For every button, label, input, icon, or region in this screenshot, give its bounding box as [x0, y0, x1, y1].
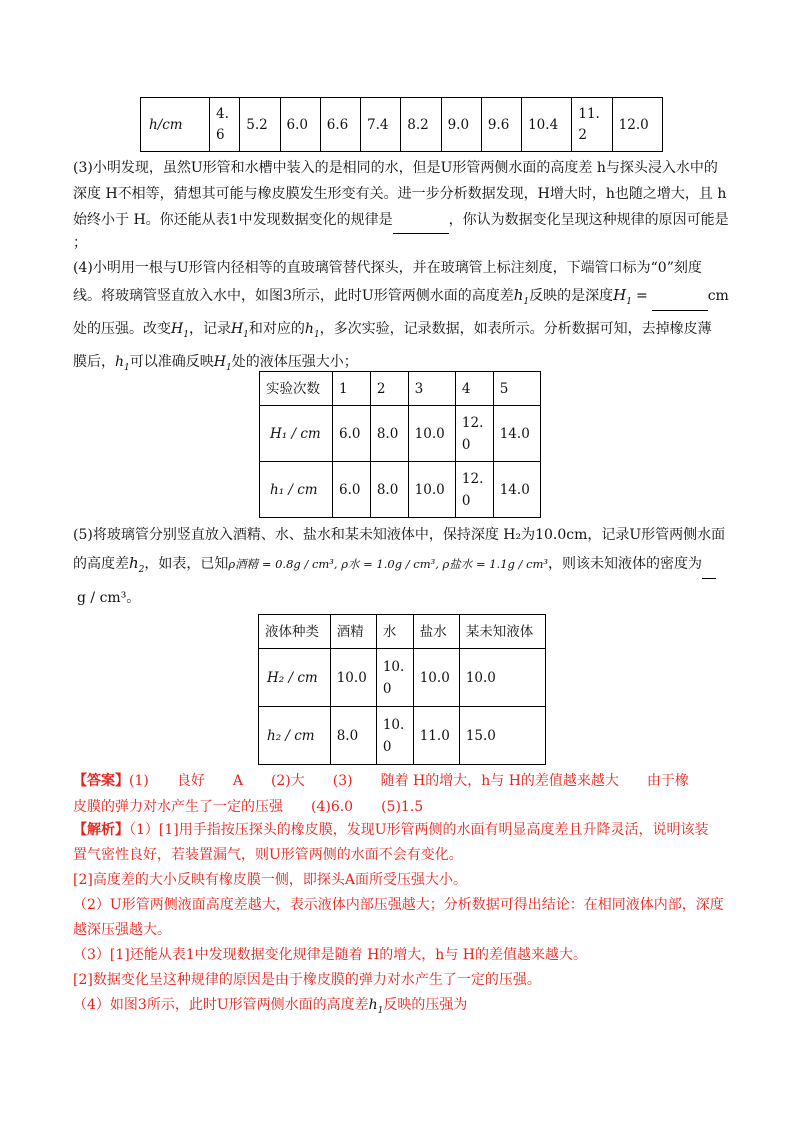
text-span: 反映的压强为	[383, 997, 468, 1013]
table-cell: 11. 2	[572, 98, 612, 152]
text-line	[73, 207, 733, 234]
text-line: 皮膜的弹力对水产生了一定的压强 (4)6.0 (5)1.5	[73, 799, 424, 815]
table-cell: 12. 0	[455, 406, 493, 462]
text-line: g / cm³。	[77, 590, 141, 606]
text-span: 始终小于 H。你还能从表1中发现数据变化的规律是	[73, 212, 393, 228]
row-label: h₁ / cm	[260, 462, 333, 518]
text-line	[73, 818, 733, 843]
text-span: ，多次实验，记录数据，如表所示。分析数据可知，去掉橡皮薄	[319, 321, 712, 337]
text-line	[73, 768, 733, 794]
text-span: (1) 良好 A (2)大 (3) 随着 H的增大，h与 H的差值越来越大 由于橡	[129, 773, 689, 789]
question-5	[73, 521, 733, 612]
table-cell: 11.0	[413, 707, 459, 765]
text-span: 反映的是深度	[529, 288, 614, 304]
table-cell: 6.0	[280, 98, 320, 152]
equals-sign: =	[635, 288, 648, 304]
table-cell: 8.0	[330, 707, 376, 765]
symbol-H1: $H_1$	[213, 353, 232, 373]
table-cell: 4. 6	[210, 98, 240, 152]
table-cell: 7.4	[361, 98, 401, 152]
table-header-cell: h/cm	[141, 98, 210, 152]
data-table-3	[258, 614, 546, 765]
table-cell: 6.0	[333, 462, 371, 518]
row-label: h₂ / cm	[259, 707, 331, 765]
row-label: H₂ / cm	[259, 649, 331, 707]
text-line: (5)将玻璃管分别竖直放入酒精、水、盐水和某未知液体中，保持深度 H₂为10.0cm，记录U形管两侧水面	[73, 527, 726, 543]
data-table-2	[259, 371, 541, 518]
text-line: （2）U形管两侧液面高度差越大，表示液体内部压强越大；分析数据可得出结论：在相同液体内部，深度	[73, 897, 724, 913]
table-header-cell: 1	[333, 372, 371, 406]
answer-blank	[393, 207, 449, 234]
table-row	[260, 462, 541, 518]
text-span: ，则该未知液体的密度为	[548, 556, 703, 572]
symbol-H1: $H_1$	[230, 321, 249, 340]
symbol-H1: $H_1$	[171, 321, 189, 340]
text-line	[73, 993, 733, 1024]
text-line: [2]高度差的大小反映有橡皮膜一侧，即探头A面所受压强大小。	[73, 872, 467, 888]
table-cell: 10.0	[459, 649, 545, 707]
table-cell: 12.0	[612, 98, 662, 152]
table-row	[259, 649, 546, 707]
table-row	[259, 615, 546, 649]
text-span: cm	[707, 288, 729, 304]
text-line	[73, 316, 733, 349]
answer-section	[73, 768, 733, 820]
symbol-H1: $H_1$	[613, 286, 632, 307]
table-cell: 10.4	[522, 98, 572, 152]
question-4	[73, 255, 733, 382]
symbol-h1: $h_1$	[368, 997, 384, 1016]
text-line: 越深压强越大。	[73, 922, 171, 938]
table-cell: 15.0	[459, 707, 545, 765]
text-line: [2]数据变化呈这种规律的原因是由于橡皮膜的弹力对水产生了一定的压强。	[73, 972, 541, 988]
analysis-tag: 【解析】	[73, 822, 129, 838]
data-table-1	[140, 97, 663, 152]
table-row	[260, 406, 541, 462]
table-cell: 6.6	[320, 98, 360, 152]
answer-tag: 【答案】	[73, 773, 129, 789]
density-formula: ρ酒精 = 0.8g / cm³, ρ水 = 1.0g / cm³, ρ盐水 = 1.1g / cm³	[228, 557, 549, 571]
answer-blank	[702, 550, 716, 579]
table-row	[260, 372, 541, 406]
text-span: 处的压强。改变	[73, 321, 171, 337]
answer-blank	[652, 283, 708, 311]
table-cell: 14.0	[493, 406, 540, 462]
text-line: (4)小明用一根与U形管内径相等的直玻璃管替代探头，并在玻璃管上标注刻度，下端管口标为“0”刻度	[73, 260, 702, 276]
table-header-cell: 5	[493, 372, 540, 406]
table-cell: 8.0	[370, 462, 408, 518]
table-cell: 9.0	[441, 98, 481, 152]
text-span: ，你认为数据变化呈现这种规律的原因可能是	[448, 212, 729, 228]
row-label: H₁ / cm	[260, 406, 333, 462]
table-row	[141, 98, 663, 152]
text-line	[73, 549, 733, 584]
table-cell: 8.2	[401, 98, 441, 152]
symbol-h1: $h_1$	[513, 286, 530, 307]
table-header-cell: 酒精	[330, 615, 376, 649]
table-cell: 10.0	[408, 406, 455, 462]
text-span: ，如表，已知	[144, 556, 229, 572]
text-span: ，记录	[188, 321, 231, 337]
table-header-cell: 盐水	[413, 615, 459, 649]
table-header-cell: 液体种类	[259, 615, 331, 649]
table-header-cell: 4	[455, 372, 493, 406]
text-span: 膜后，	[73, 353, 115, 370]
text-span: （4）如图3所示，此时U形管两侧水面的高度差	[73, 997, 369, 1013]
symbol-h2: $h_2$	[129, 554, 145, 575]
table-header-cell: 某未知液体	[459, 615, 545, 649]
text-span: 处的液体压强大小；	[231, 353, 358, 370]
text-span: 可以准确反映	[129, 353, 214, 370]
table-cell: 14.0	[493, 462, 540, 518]
table-cell: 8.0	[370, 406, 408, 462]
text-span: 和对应的	[248, 321, 305, 337]
table-cell: 6.0	[333, 406, 371, 462]
table-cell: 10.0	[330, 649, 376, 707]
text-span: 线。将玻璃管竖直放入水中，如图3所示，此时U形管两侧水面的高度差	[73, 288, 514, 304]
symbol-h1: $h_1$	[115, 353, 130, 373]
question-3	[73, 155, 733, 252]
text-span: （1）[1]用手指按压探头的橡皮膜，发现U形管两侧的水面有明显高度差且升降灵活，说明该装	[129, 822, 709, 838]
table-row	[259, 707, 546, 765]
text-span: 的高度差	[73, 556, 129, 572]
table-header-cell: 3	[408, 372, 455, 406]
text-line: 深度 H不相等，猜想其可能与橡皮膜发生形变有关。进一步分析数据发现，H增大时，h也随之增大，且 h	[73, 186, 727, 202]
table-header-cell: 水	[376, 615, 413, 649]
table-cell: 10.0	[408, 462, 455, 518]
text-line: (3)小明发现，虽然U形管和水槽中装入的是相同的水，但是U形管两侧水面的高度差 h与探头浸入水中的	[73, 160, 718, 176]
table-cell: 9.6	[481, 98, 521, 152]
analysis-section	[73, 818, 733, 1024]
text-line	[73, 282, 733, 316]
table-cell: 12. 0	[455, 462, 493, 518]
symbol-h1: $h_1$	[304, 321, 320, 340]
table-cell: 5.2	[240, 98, 280, 152]
text-line: 置气密性良好，若装置漏气，则U形管两侧的水面不会有变化。	[73, 847, 463, 863]
table-cell: 10. 0	[376, 707, 413, 765]
table-header-cell: 实验次数	[260, 372, 333, 406]
table-header-cell: 2	[370, 372, 408, 406]
table-cell: 10. 0	[376, 649, 413, 707]
table-cell: 10.0	[413, 649, 459, 707]
text-line: （3）[1]还能从表1中发现数据变化规律是随着 H的增大，h与 H的差值越来越大。	[73, 947, 587, 963]
text-line: ；	[73, 235, 87, 251]
